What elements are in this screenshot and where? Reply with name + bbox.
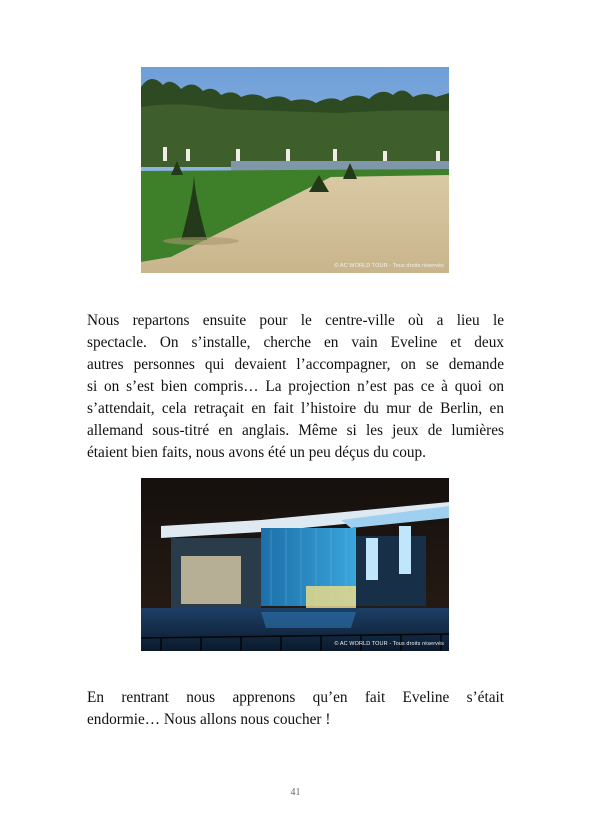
- park-photo: [141, 67, 449, 273]
- text-line: En rentrant nous apprenons qu’en fait Eveline s’était: [87, 689, 504, 706]
- text-line: s’attendait, cela retraçait en fait l’histoire du mur de Berlin, en: [87, 400, 504, 417]
- paragraph-retour: [87, 687, 504, 731]
- text-line: autres personnes qui devaient l’accompagner, on se demande: [87, 356, 504, 373]
- text-line: endormie… Nous allons nous coucher !: [87, 711, 331, 728]
- text-line: spectacle. On s’installe, cherche en vain Eveline et deux: [87, 334, 504, 351]
- text-line: Nous repartons ensuite pour le centre-ville où a lieu le: [87, 312, 504, 329]
- text-line: allemand sous-titré en anglais. Même si les jeux de lumières: [87, 422, 504, 439]
- park-illustration: [141, 67, 449, 273]
- text-line: étaient bien faits, nous avons été un peu déçus du coup.: [87, 444, 426, 461]
- page-number: 41: [290, 787, 301, 798]
- paragraph-spectacle: [87, 310, 504, 464]
- photo-watermark: © AC WORLD TOUR - Tous droits réservés: [334, 641, 444, 647]
- building-illustration: [141, 478, 449, 651]
- photo-watermark: © AC WORLD TOUR - Tous droits réservés: [334, 263, 444, 269]
- text-line: si on s’est bien compris… La projection n’est pas ce à quoi on: [87, 378, 504, 395]
- building-night-photo: [141, 478, 449, 651]
